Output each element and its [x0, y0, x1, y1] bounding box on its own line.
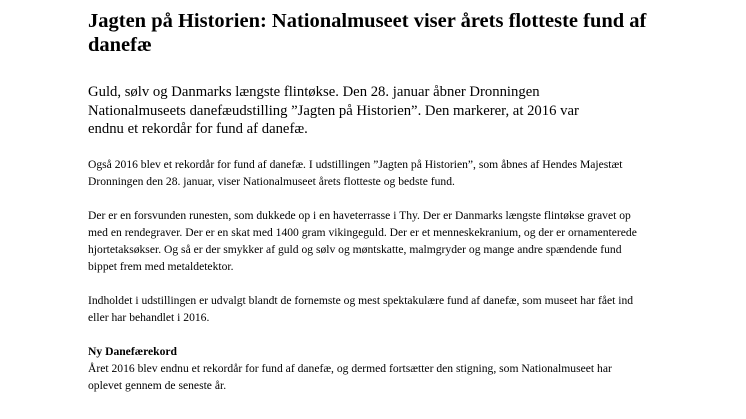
article-title: Jagten på Historien: Nationalmuseet viser årets flotteste fund af danefæ — [88, 10, 647, 56]
document-page — [88, 9, 648, 394]
section-paragraph: Året 2016 blev endnu et rekordår for fund af danefæ, og dermed fortsætter den stigning, som Nationalmuseet har oplevet gennem de seneste år. — [88, 361, 612, 392]
body-paragraph: Indholdet i udstillingen er udvalgt blandt de fornemste og mest spektakulære fund af danefæ, som museet har fået ind eller har behandlet i 2016. — [88, 293, 634, 324]
body-paragraph: Også 2016 blev et rekordår for fund af danefæ. I udstillingen ”Jagten på Historien”, som åbnes af Hendes Majestæt Dronningen den 28. januar, viser Nationalmuseet årets flotteste og bedste fund. — [88, 157, 623, 188]
section-heading: Ny Danefærekord — [88, 344, 177, 358]
body-paragraph: Der er en forsvunden runesten, som dukkede op i en haveterrasse i Thy. Der er Danmarks længste flintøkse gravet op med en rendegraver. Der er en skat med 1400 gram vikingeguld. Der er et menneskekranium, og der er ornamenterede hjortetaksøkser. Og så er der smykker af guld og sølv og møntskatte, malmgryder og mange andre spændende fund bippet frem med metaldetektor. — [88, 208, 637, 273]
article-lead: Guld, sølv og Danmarks længste flintøkse. Den 28. januar åbner Dronningen Nationalmuseets danefæudstilling ”Jagten på Historien”. Den markerer, at 2016 var endnu et rekordår for fund af danefæ. — [88, 84, 579, 137]
